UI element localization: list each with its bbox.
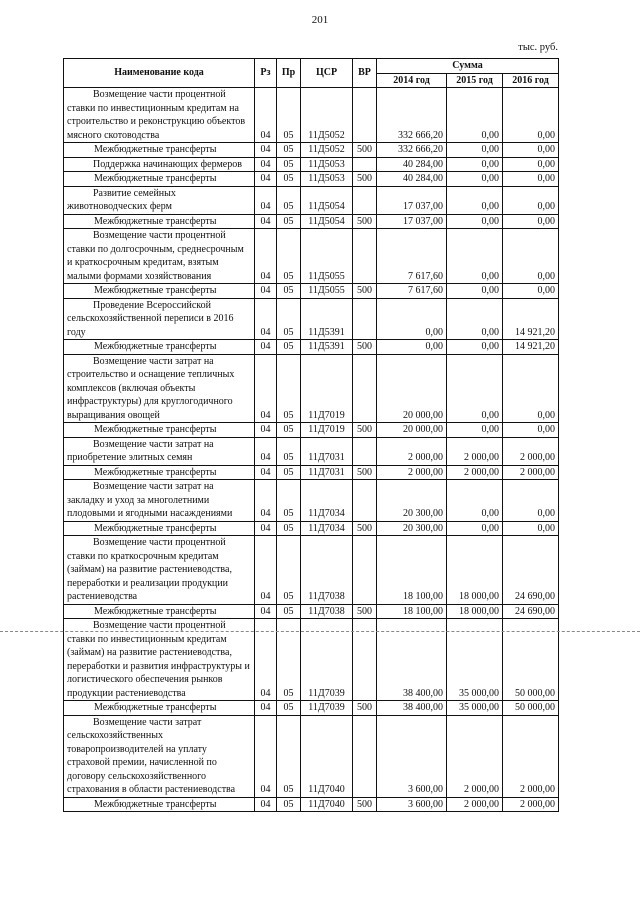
table-row — [64, 536, 559, 605]
cell-pr: 05 — [277, 214, 301, 229]
cell-y2014: 20 300,00 — [377, 480, 447, 522]
cell-csr: 11Д7040 — [301, 715, 353, 797]
cell-pr: 05 — [277, 536, 301, 605]
cell-y2016: 14 921,20 — [503, 298, 559, 340]
cell-y2015: 0,00 — [447, 229, 503, 284]
header-name: Наименование кода — [64, 59, 255, 88]
cell-y2014: 38 400,00 — [377, 619, 447, 701]
cell-y2014: 20 000,00 — [377, 354, 447, 423]
cell-rz: 04 — [255, 143, 277, 158]
cell-y2015: 0,00 — [447, 214, 503, 229]
cell-y2014: 332 666,20 — [377, 143, 447, 158]
cell-y2016: 50 000,00 — [503, 701, 559, 716]
cell-vr: 500 — [353, 214, 377, 229]
cell-y2016: 2 000,00 — [503, 797, 559, 812]
cell-pr: 05 — [277, 437, 301, 465]
cell-pr: 05 — [277, 423, 301, 438]
cell-y2014: 3 600,00 — [377, 715, 447, 797]
cell-name: Межбюджетные трансферты — [64, 284, 255, 299]
cell-pr: 05 — [277, 172, 301, 187]
table-row — [64, 480, 559, 522]
cell-vr — [353, 715, 377, 797]
cell-y2014: 18 100,00 — [377, 536, 447, 605]
cell-csr: 11Д7019 — [301, 423, 353, 438]
cell-y2014: 40 284,00 — [377, 172, 447, 187]
cell-y2016: 2 000,00 — [503, 437, 559, 465]
cell-rz: 04 — [255, 354, 277, 423]
cell-vr — [353, 186, 377, 214]
cell-vr: 500 — [353, 465, 377, 480]
table-row — [64, 88, 559, 143]
table-row — [64, 715, 559, 797]
cell-name: Поддержка начинающих фермеров — [64, 157, 255, 172]
cell-vr: 500 — [353, 143, 377, 158]
cell-vr: 500 — [353, 172, 377, 187]
cell-y2014: 17 037,00 — [377, 186, 447, 214]
cell-rz: 04 — [255, 172, 277, 187]
cell-y2016: 24 690,00 — [503, 604, 559, 619]
cell-rz: 04 — [255, 604, 277, 619]
cell-csr: 11Д7038 — [301, 536, 353, 605]
cell-csr: 11Д7034 — [301, 480, 353, 522]
cell-y2014: 18 100,00 — [377, 604, 447, 619]
cell-name: Возмещение части затрат на закладку и уход за многолетними плодовыми и ягодными насаждениями — [64, 480, 255, 522]
cell-rz: 04 — [255, 465, 277, 480]
cell-y2015: 0,00 — [447, 521, 503, 536]
cell-y2016: 14 921,20 — [503, 340, 559, 355]
cell-csr: 11Д7039 — [301, 619, 353, 701]
table-row-transfer — [64, 214, 559, 229]
header-sum: Сумма — [377, 59, 559, 74]
cell-y2014: 17 037,00 — [377, 214, 447, 229]
cell-y2016: 0,00 — [503, 354, 559, 423]
cell-rz: 04 — [255, 480, 277, 522]
cell-csr: 11Д7031 — [301, 437, 353, 465]
cell-name: Возмещение части затрат на строительство и оснащение тепличных комплексов (включая объекты инфраструктуры) для круглогодичного выращивания овощей — [64, 354, 255, 423]
cell-name: Межбюджетные трансферты — [64, 797, 255, 812]
cell-rz: 04 — [255, 521, 277, 536]
cell-vr — [353, 437, 377, 465]
cell-name: Возмещение части процентной ставки по долгосрочным, среднесрочным и краткосрочным кредитам, взятым малыми формами хозяйствования — [64, 229, 255, 284]
table-row — [64, 229, 559, 284]
header-year-2014: 2014 год — [377, 73, 447, 88]
cell-y2016: 24 690,00 — [503, 536, 559, 605]
cell-csr: 11Д5052 — [301, 88, 353, 143]
table-row-transfer — [64, 423, 559, 438]
cell-csr: 11Д5054 — [301, 186, 353, 214]
cell-csr: 11Д5391 — [301, 298, 353, 340]
cell-pr: 05 — [277, 465, 301, 480]
cell-vr — [353, 229, 377, 284]
cell-rz: 04 — [255, 157, 277, 172]
cell-rz: 04 — [255, 340, 277, 355]
table-row-transfer — [64, 284, 559, 299]
cell-pr: 05 — [277, 284, 301, 299]
page-fold-line — [0, 631, 640, 632]
table-body — [64, 88, 559, 812]
cell-y2014: 38 400,00 — [377, 701, 447, 716]
table-row-transfer — [64, 797, 559, 812]
cell-y2015: 0,00 — [447, 284, 503, 299]
cell-csr: 11Д5054 — [301, 214, 353, 229]
cell-y2016: 2 000,00 — [503, 465, 559, 480]
cell-vr: 500 — [353, 521, 377, 536]
cell-y2016: 0,00 — [503, 172, 559, 187]
table-row-transfer — [64, 172, 559, 187]
cell-csr: 11Д7034 — [301, 521, 353, 536]
cell-vr — [353, 88, 377, 143]
cell-name: Межбюджетные трансферты — [64, 521, 255, 536]
cell-rz: 04 — [255, 88, 277, 143]
cell-y2015: 0,00 — [447, 172, 503, 187]
cell-y2015: 35 000,00 — [447, 619, 503, 701]
cell-name: Возмещение части затрат на приобретение элитных семян — [64, 437, 255, 465]
cell-y2015: 0,00 — [447, 186, 503, 214]
cell-pr: 05 — [277, 88, 301, 143]
cell-y2015: 2 000,00 — [447, 465, 503, 480]
cell-pr: 05 — [277, 521, 301, 536]
cell-y2016: 0,00 — [503, 480, 559, 522]
cell-y2014: 7 617,60 — [377, 229, 447, 284]
cell-name: Межбюджетные трансферты — [64, 340, 255, 355]
table-row — [64, 157, 559, 172]
cell-y2014: 3 600,00 — [377, 797, 447, 812]
cell-rz: 04 — [255, 229, 277, 284]
cell-y2016: 0,00 — [503, 229, 559, 284]
cell-y2016: 0,00 — [503, 186, 559, 214]
cell-pr: 05 — [277, 604, 301, 619]
cell-name: Межбюджетные трансферты — [64, 172, 255, 187]
cell-pr: 05 — [277, 797, 301, 812]
cell-y2016: 0,00 — [503, 214, 559, 229]
cell-rz: 04 — [255, 298, 277, 340]
table-row-transfer — [64, 701, 559, 716]
cell-name: Возмещение части процентной ставки по инвестиционным кредитам на строительство и реконструкцию объектов мясного скотоводства — [64, 88, 255, 143]
cell-name: Возмещение части затрат сельскохозяйственных товаропроизводителей на уплату страховой премии, начисленной по договору сельскохозяйственного страхования в области растениеводства — [64, 715, 255, 797]
table-row — [64, 354, 559, 423]
cell-rz: 04 — [255, 284, 277, 299]
cell-y2015: 18 000,00 — [447, 536, 503, 605]
cell-y2014: 0,00 — [377, 298, 447, 340]
cell-vr — [353, 354, 377, 423]
budget-table — [63, 58, 559, 812]
cell-y2016: 0,00 — [503, 157, 559, 172]
table-row-transfer — [64, 604, 559, 619]
header-rz: Рз — [255, 59, 277, 88]
cell-pr: 05 — [277, 143, 301, 158]
cell-pr: 05 — [277, 715, 301, 797]
cell-rz: 04 — [255, 423, 277, 438]
cell-y2016: 0,00 — [503, 143, 559, 158]
cell-y2016: 2 000,00 — [503, 715, 559, 797]
page-number: 201 — [311, 14, 329, 26]
header-year-2016: 2016 год — [503, 73, 559, 88]
header-pr: Пр — [277, 59, 301, 88]
cell-pr: 05 — [277, 701, 301, 716]
cell-vr: 500 — [353, 340, 377, 355]
cell-y2015: 0,00 — [447, 298, 503, 340]
cell-vr: 500 — [353, 284, 377, 299]
header-vr: ВР — [353, 59, 377, 88]
cell-rz: 04 — [255, 701, 277, 716]
cell-y2016: 0,00 — [503, 284, 559, 299]
cell-y2015: 2 000,00 — [447, 797, 503, 812]
cell-name: Развитие семейных животноводческих ферм — [64, 186, 255, 214]
cell-name: Межбюджетные трансферты — [64, 465, 255, 480]
cell-csr: 11Д5052 — [301, 143, 353, 158]
cell-csr: 11Д5391 — [301, 340, 353, 355]
table-row-transfer — [64, 465, 559, 480]
cell-pr: 05 — [277, 186, 301, 214]
cell-y2015: 0,00 — [447, 143, 503, 158]
cell-rz: 04 — [255, 186, 277, 214]
cell-y2014: 7 617,60 — [377, 284, 447, 299]
cell-name: Межбюджетные трансферты — [64, 143, 255, 158]
cell-y2015: 0,00 — [447, 340, 503, 355]
cell-rz: 04 — [255, 437, 277, 465]
cell-y2014: 332 666,20 — [377, 88, 447, 143]
cell-rz: 04 — [255, 214, 277, 229]
cell-csr: 11Д5055 — [301, 229, 353, 284]
cell-vr — [353, 480, 377, 522]
cell-vr — [353, 157, 377, 172]
cell-y2015: 18 000,00 — [447, 604, 503, 619]
table-row — [64, 298, 559, 340]
cell-pr: 05 — [277, 340, 301, 355]
cell-csr: 11Д7031 — [301, 465, 353, 480]
cell-rz: 04 — [255, 619, 277, 701]
cell-vr — [353, 536, 377, 605]
cell-csr: 11Д5053 — [301, 157, 353, 172]
cell-pr: 05 — [277, 354, 301, 423]
cell-y2016: 50 000,00 — [503, 619, 559, 701]
units-label: тыс. руб. — [518, 42, 558, 53]
cell-pr: 05 — [277, 619, 301, 701]
cell-name: Межбюджетные трансферты — [64, 423, 255, 438]
cell-vr: 500 — [353, 797, 377, 812]
cell-csr: 11Д7019 — [301, 354, 353, 423]
cell-y2015: 2 000,00 — [447, 715, 503, 797]
cell-y2015: 0,00 — [447, 157, 503, 172]
cell-vr: 500 — [353, 423, 377, 438]
table-row — [64, 437, 559, 465]
cell-y2015: 0,00 — [447, 88, 503, 143]
cell-vr — [353, 298, 377, 340]
cell-rz: 04 — [255, 536, 277, 605]
cell-y2015: 35 000,00 — [447, 701, 503, 716]
cell-csr: 11Д7040 — [301, 797, 353, 812]
cell-name: Межбюджетные трансферты — [64, 604, 255, 619]
cell-csr: 11Д7038 — [301, 604, 353, 619]
header-year-2015: 2015 год — [447, 73, 503, 88]
cell-vr: 500 — [353, 701, 377, 716]
cell-pr: 05 — [277, 298, 301, 340]
cell-y2016: 0,00 — [503, 521, 559, 536]
cell-name: Проведение Всероссийской сельскохозяйственной переписи в 2016 году — [64, 298, 255, 340]
cell-y2015: 0,00 — [447, 354, 503, 423]
cell-name: Возмещение части процентной ставки по краткосрочным кредитам (займам) на развитие растениеводства, переработки и реализации продукции растениеводства — [64, 536, 255, 605]
cell-y2016: 0,00 — [503, 88, 559, 143]
cell-y2014: 40 284,00 — [377, 157, 447, 172]
table-header — [64, 59, 559, 88]
cell-y2015: 2 000,00 — [447, 437, 503, 465]
cell-csr: 11Д5055 — [301, 284, 353, 299]
cell-y2016: 0,00 — [503, 423, 559, 438]
table-row-transfer — [64, 340, 559, 355]
cell-pr: 05 — [277, 157, 301, 172]
cell-name: Возмещение части процентной ставки по инвестиционным кредитам (займам) на развитие растениеводства, переработки и развития инфраструктуры и логистического обеспечения рынков продукции растениеводства — [64, 619, 255, 701]
cell-pr: 05 — [277, 480, 301, 522]
cell-y2014: 2 000,00 — [377, 465, 447, 480]
cell-name: Межбюджетные трансферты — [64, 701, 255, 716]
cell-csr: 11Д7039 — [301, 701, 353, 716]
cell-y2015: 0,00 — [447, 423, 503, 438]
header-csr: ЦСР — [301, 59, 353, 88]
cell-pr: 05 — [277, 229, 301, 284]
cell-y2014: 20 300,00 — [377, 521, 447, 536]
table-row-transfer — [64, 143, 559, 158]
table-row — [64, 186, 559, 214]
cell-y2014: 20 000,00 — [377, 423, 447, 438]
cell-rz: 04 — [255, 715, 277, 797]
cell-name: Межбюджетные трансферты — [64, 214, 255, 229]
cell-csr: 11Д5053 — [301, 172, 353, 187]
cell-vr: 500 — [353, 604, 377, 619]
cell-y2014: 0,00 — [377, 340, 447, 355]
cell-y2014: 2 000,00 — [377, 437, 447, 465]
cell-rz: 04 — [255, 797, 277, 812]
cell-y2015: 0,00 — [447, 480, 503, 522]
table-row-transfer — [64, 521, 559, 536]
